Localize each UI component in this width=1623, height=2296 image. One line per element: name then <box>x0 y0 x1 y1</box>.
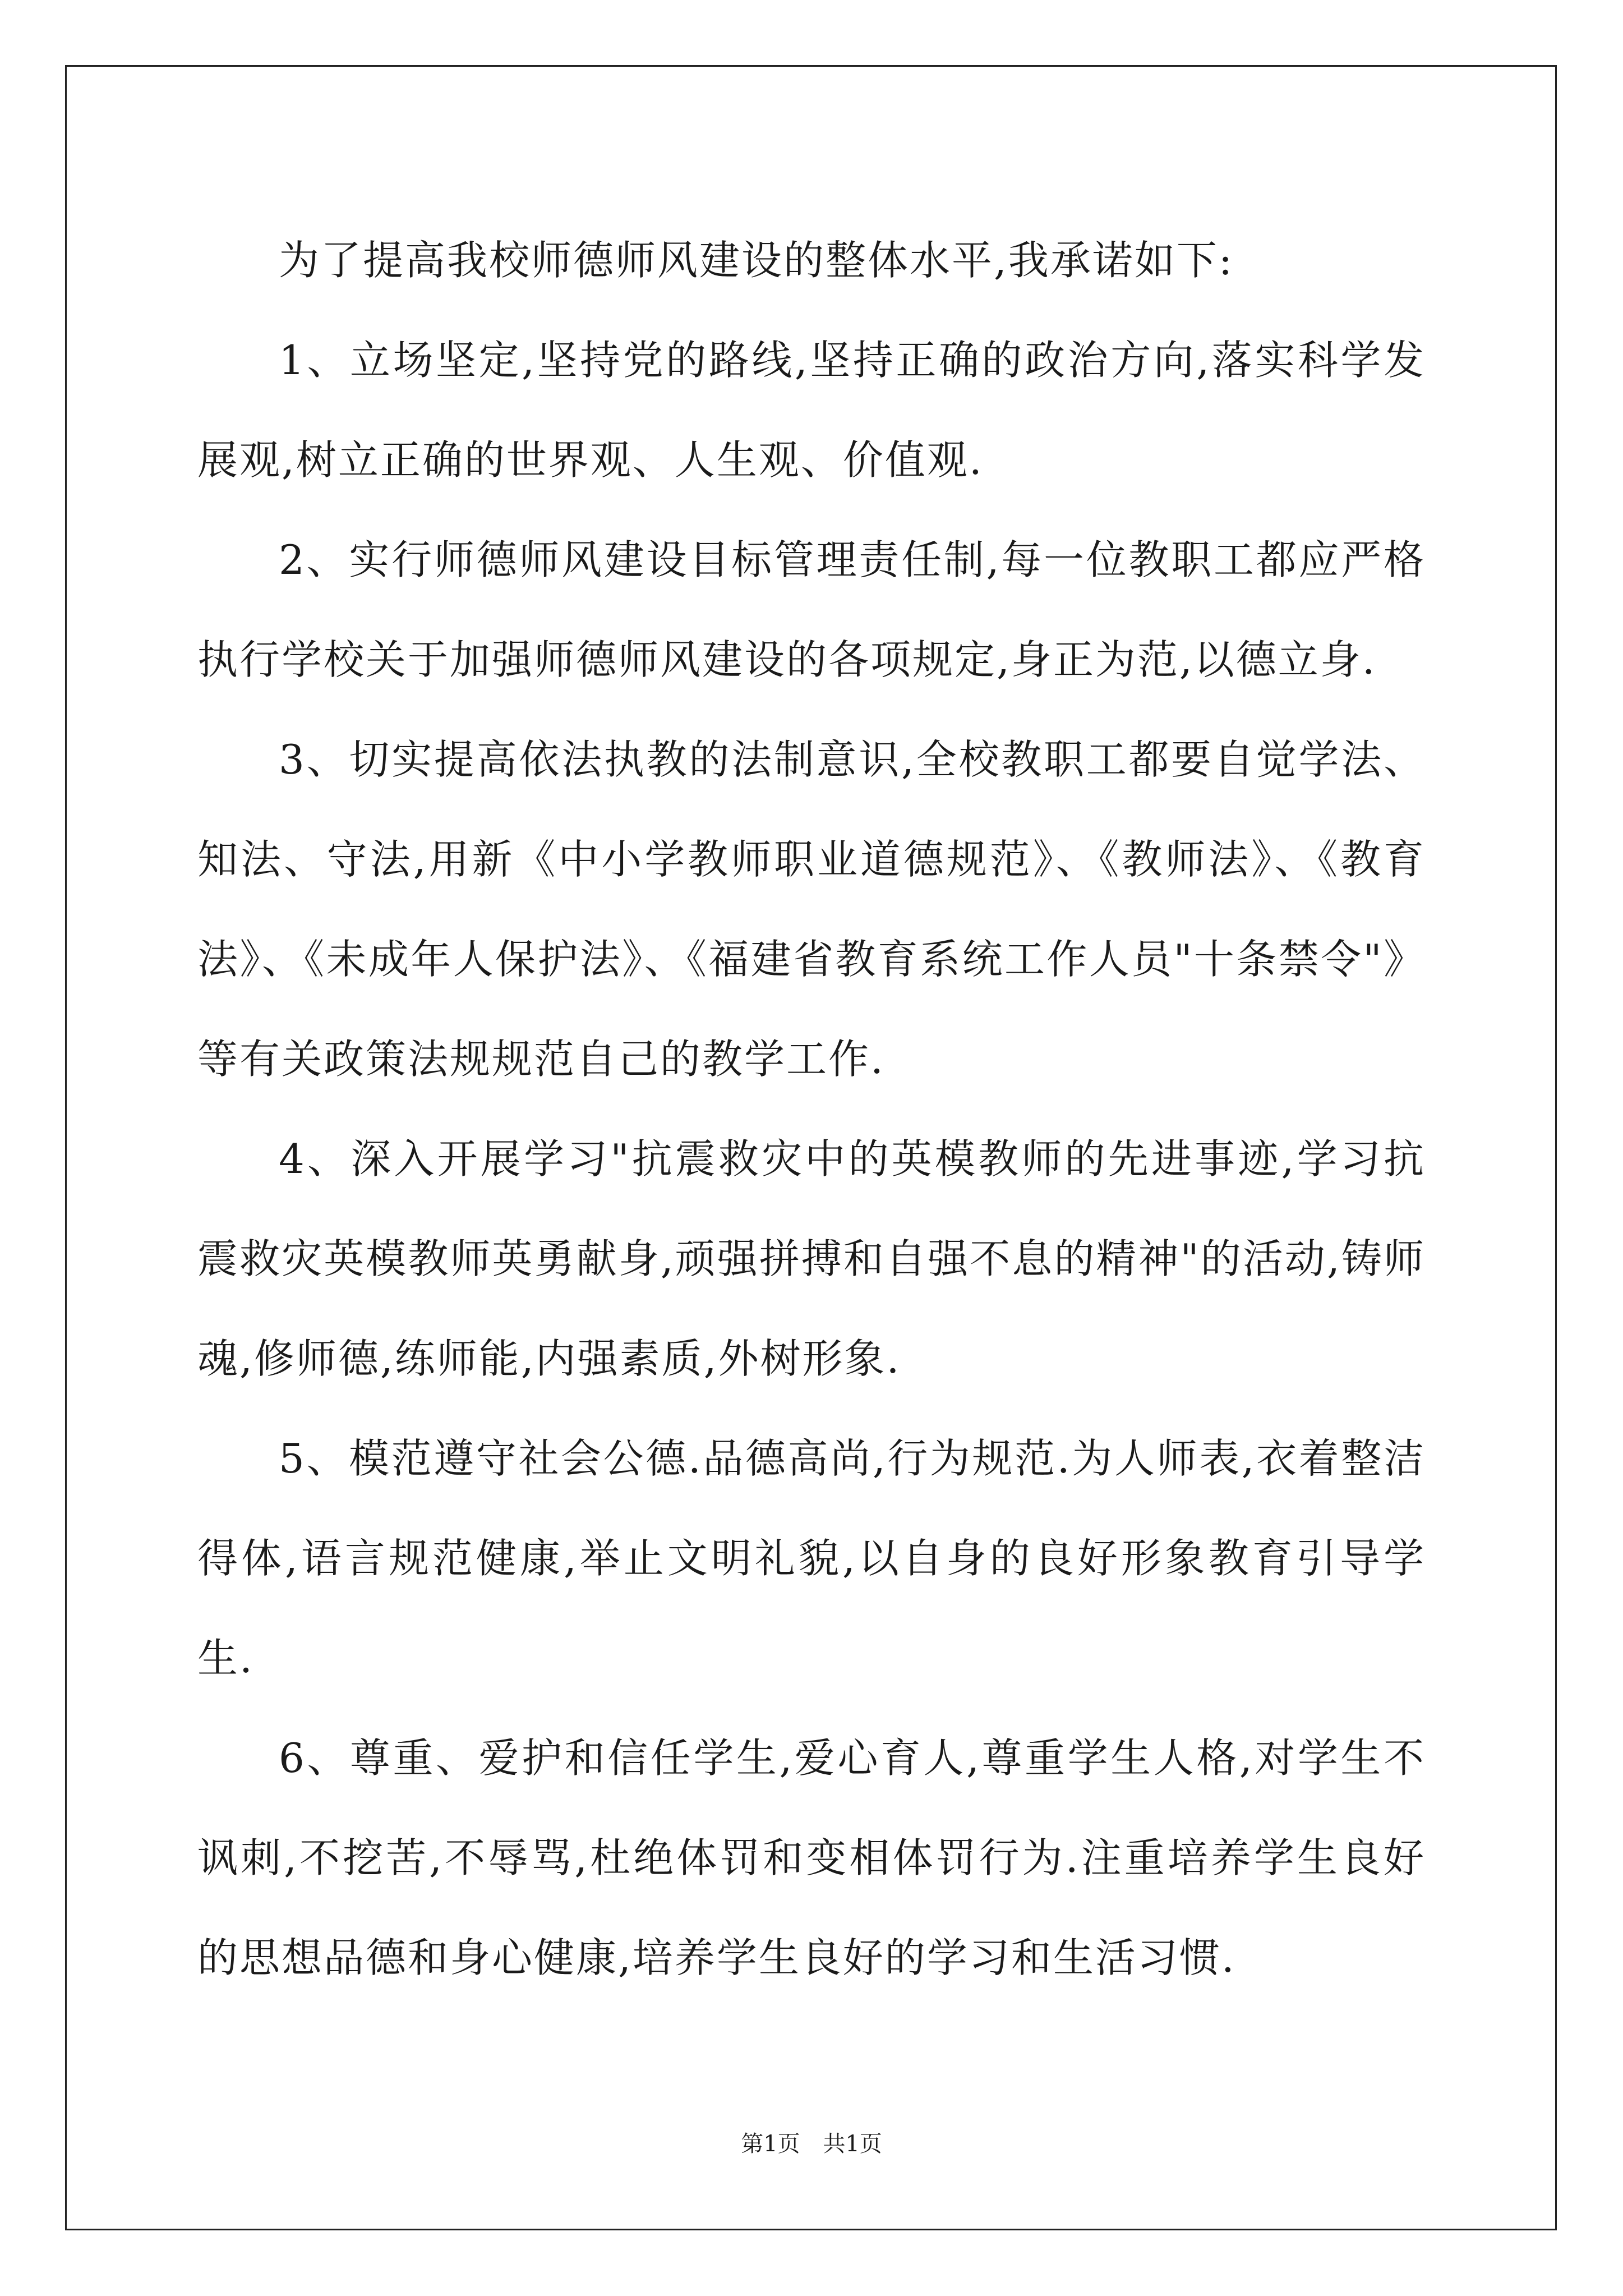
commitment-item-6: 6、尊重、爱护和信任学生,爱心育人,尊重学生人格,对学生不讽刺,不挖苦,不辱骂,杜绝体罚和变相体罚行为.注重培养学生良好的思想品德和身心健康,培养学生良好的学习和生活习惯. <box>197 1734 1426 1981</box>
page-footer <box>0 2126 1623 2158</box>
commitment-item-3: 3、切实提高依法执教的法制意识,全校教职工都要自觉学法、知法、守法,用新《中小学教师职业道德规范》、《教师法》、《教育法》、《未成年人保护法》、《福建省教育系统工作人员"十条禁令"》等有关政策法规规范自己的教学工作. <box>197 736 1426 1083</box>
commitment-item-5: 5、模范遵守社会公德.品德高尚,行为规范.为人师表,衣着整洁得体,语言规范健康,举止文明礼貌,以自身的良好形象教育引导学生. <box>197 1435 1426 1682</box>
document-body <box>197 210 1426 2008</box>
page-total: 共1页 <box>823 2131 882 2157</box>
commitment-item-2: 2、实行师德师风建设目标管理责任制,每一位教职工都应严格执行学校关于加强师德师风建设的各项规定,身正为范,以德立身. <box>197 536 1426 683</box>
commitment-item-1: 1、立场坚定,坚持党的路线,坚持正确的政治方向,落实科学发展观,树立正确的世界观、人生观、价值观. <box>197 337 1426 484</box>
commitment-item-4: 4、深入开展学习"抗震救灾中的英模教师的先进事迹,学习抗震救灾英模教师英勇献身,顽强拼搏和自强不息的精神"的活动,铸师魂,修师德,练师能,内强素质,外树形象. <box>197 1135 1426 1382</box>
intro-paragraph: 为了提高我校师德师风建设的整体水平,我承诺如下: <box>279 237 1234 284</box>
page-number: 第1页 <box>741 2131 800 2157</box>
